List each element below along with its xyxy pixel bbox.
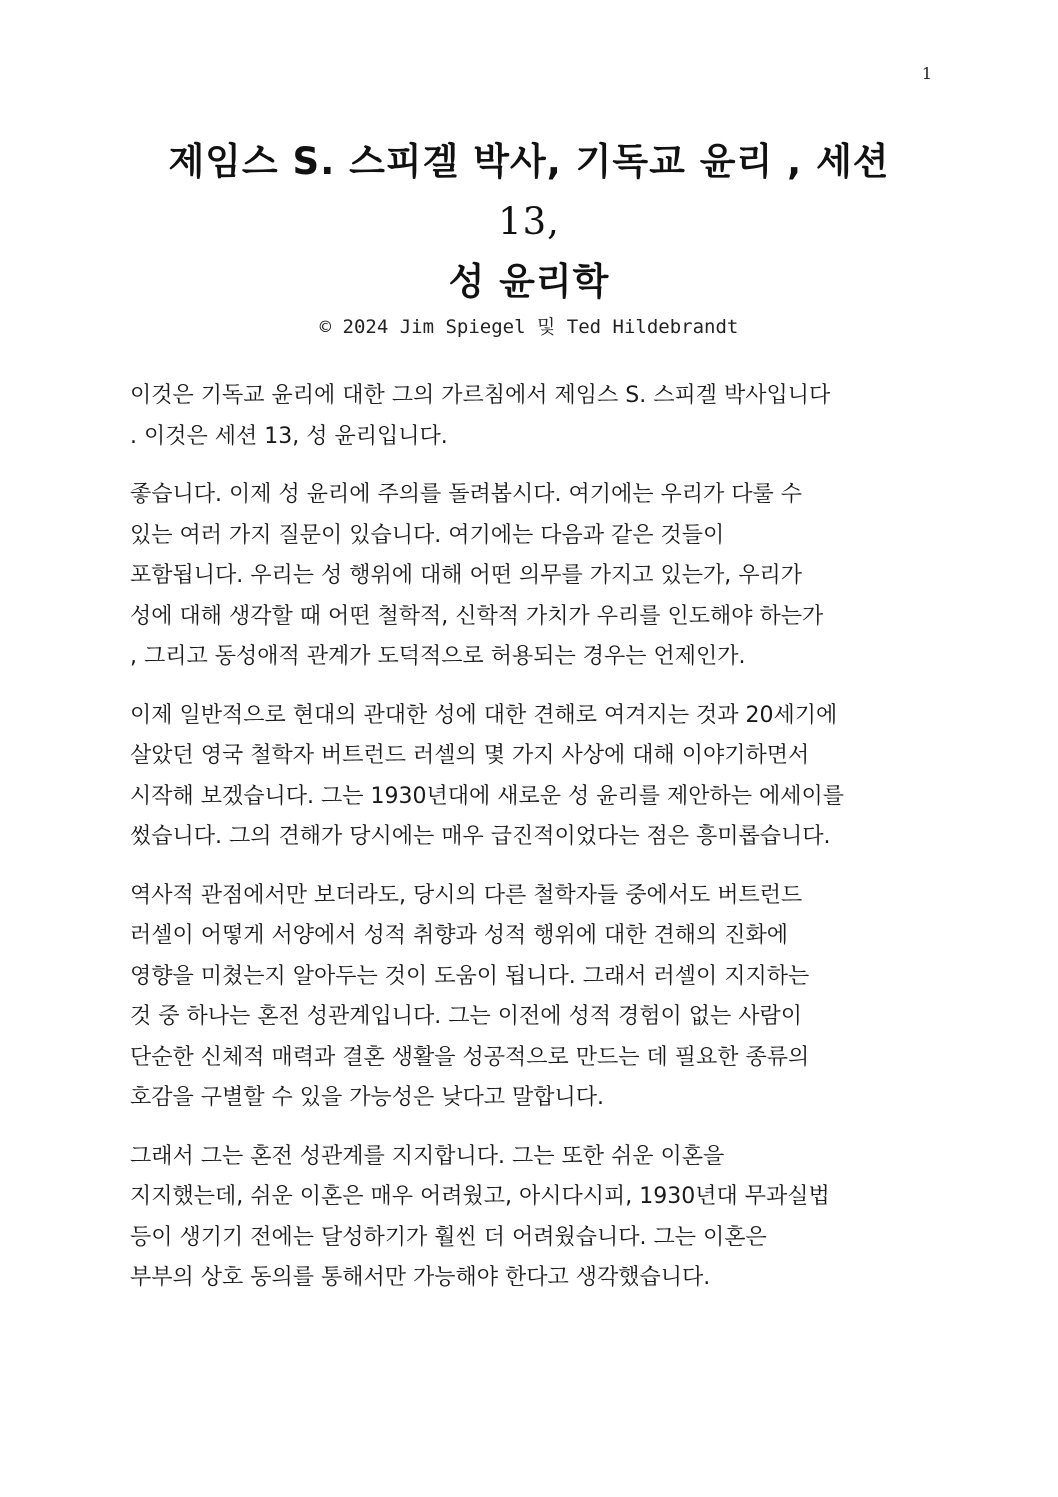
paragraph-3	[130, 696, 930, 858]
text-line: 것 중 하나는 혼전 성관계입니다. 그는 이전에 성적 경험이 없는 사람이	[130, 1004, 802, 1029]
paragraph-2	[130, 475, 930, 678]
title-line-1: 제임스 S. 스피겔 박사, 기독교 윤리 , 세션	[168, 140, 890, 183]
text-line: . 이것은 세션 13, 성 윤리입니다.	[130, 423, 448, 449]
text-line: 지지했는데, 쉬운 이혼은 매우 어려웠고, 아시다시피, 1930년대 무과실법	[130, 1184, 830, 1209]
paragraph-1	[130, 376, 930, 457]
text-line: 호감을 구별할 수 있을 가능성은 낮다고 말합니다.	[130, 1085, 604, 1110]
paragraph-5	[130, 1137, 930, 1299]
text-line: 썼습니다. 그의 견해가 당시에는 매우 급진적이었다는 점은 흥미롭습니다.	[130, 824, 831, 849]
text-line: , 그리고 동성애적 관계가 도덕적으로 허용되는 경우는 언제인가.	[130, 644, 746, 669]
text-line: 이것은 기독교 윤리에 대한 그의 가르침에서 제임스 S. 스피겔 박사입니다	[130, 383, 831, 408]
text-line: 역사적 관점에서만 보더라도, 당시의 다른 철학자들 중에서도 버트런드	[130, 882, 803, 908]
text-line: 있는 여러 가지 질문이 있습니다. 여기에는 다음과 같은 것들이	[130, 522, 725, 548]
text-line: 시작해 보겠습니다. 그는 1930년대에 새로운 성 윤리를 제안하는 에세이를	[130, 783, 844, 809]
text-line: 이제 일반적으로 현대의 관대한 성에 대한 견해로 여겨지는 것과 20세기에	[130, 702, 838, 728]
text-line: 단순한 신체적 매력과 결혼 생활을 성공적으로 만드는 데 필요한 종류의	[130, 1044, 810, 1070]
text-line: 영향을 미쳤는지 알아두는 것이 도움이 됩니다. 그래서 러셀이 지지하는	[130, 963, 810, 989]
text-line: 등이 생기기 전에는 달성하기가 훨씬 더 어려웠습니다. 그는 이혼은	[130, 1224, 767, 1250]
text-line: 좋습니다. 이제 성 윤리에 주의를 돌려봅시다. 여기에는 우리가 다룰 수	[130, 482, 802, 507]
page-title	[110, 132, 948, 312]
text-line: 성에 대해 생각할 때 어떤 철학적, 신학적 가치가 우리를 인도해야 하는가	[130, 603, 824, 629]
title-line-2: 13,	[498, 200, 560, 243]
page-number: 1	[921, 64, 932, 83]
text-line: 살았던 영국 철학자 버트런드 러셀의 몇 가지 사상에 대해 이야기하면서	[130, 743, 810, 768]
copyright-notice: © 2024 Jim Spiegel 및 Ted Hildebrandt	[319, 316, 739, 338]
body-text	[130, 376, 930, 1317]
title-line-3: 성 윤리학	[448, 260, 610, 303]
text-line: 러셀이 어떻게 서양에서 성적 취향과 성적 행위에 대한 견해의 진화에	[130, 923, 788, 948]
paragraph-4	[130, 876, 930, 1119]
text-line: 포함됩니다. 우리는 성 행위에 대해 어떤 의무를 가지고 있는가, 우리가	[130, 563, 802, 588]
text-line: 그래서 그는 혼전 성관계를 지지합니다. 그는 또한 쉬운 이혼을	[130, 1143, 725, 1169]
text-line: 부부의 상호 동의를 통해서만 가능해야 한다고 생각했습니다.	[130, 1265, 711, 1290]
